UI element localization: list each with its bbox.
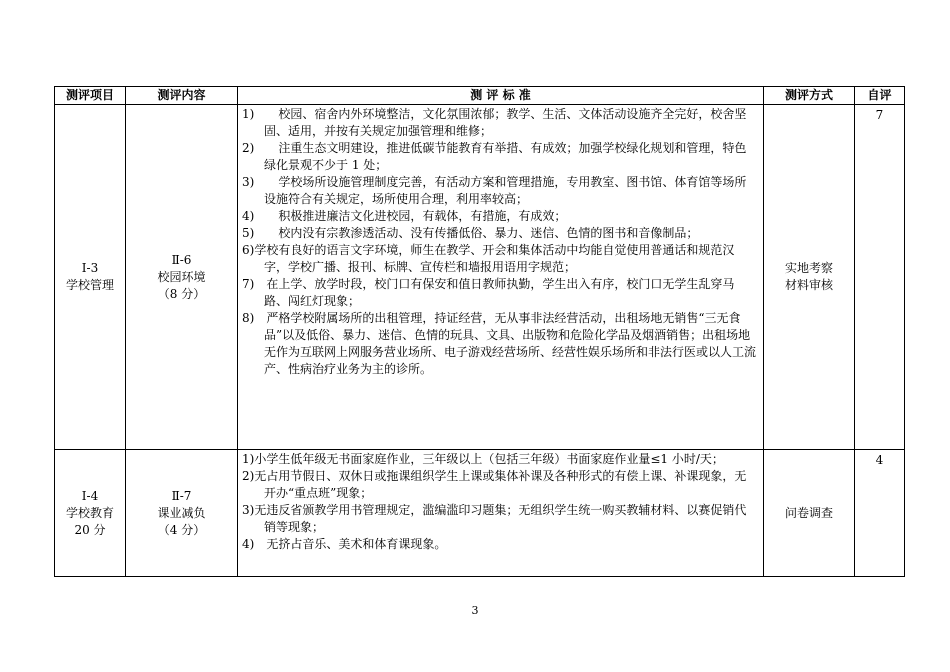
header-row xyxy=(55,87,905,105)
header-project: 测评项目 xyxy=(55,87,126,105)
standard-item: 1) 校园、宿舍内外环境整洁，文化氛围浓郁；教学、生活、文体活动设施齐全完好，校舍坚固、适用，并按有关规定加强管理和维修； xyxy=(242,107,747,138)
standard-item: 6)学校有良好的语言文字环境，师生在教学、开会和集体活动中均能自觉使用普通话和规范汉字，学校广播、报刊、标牌、宣传栏和墙报用语用字规范； xyxy=(242,243,735,274)
content-code: Ⅱ-7 xyxy=(171,488,192,503)
content-name: 校园环境 xyxy=(157,269,206,284)
standard-item: 8) 严格学校附属场所的出租管理，持证经营，无从事非法经营活动，出租场地无销售“三无食品”以及低俗、暴力、迷信、色情的玩具、文具、出版物和危险化学品及烟酒销售；出租场地无作为互联网上网服务营业场所、电子游戏经营场所、经营性娱乐场所和非法行医或以人工流产、性病治疗业务为主的诊所。 xyxy=(242,311,757,376)
header-self-eval: 自评 xyxy=(855,87,905,105)
content-cell xyxy=(126,105,238,450)
standard-item: 7) 在上学、放学时段，校门口有保安和值日教师执勤，学生出入有序，校门口无学生乱穿马路、闯红灯现象； xyxy=(242,277,735,308)
self-eval-score: 4 xyxy=(855,450,905,577)
standard-cell xyxy=(238,105,764,450)
method-cell xyxy=(764,450,855,577)
project-cell xyxy=(55,105,126,450)
content-score: （4 分） xyxy=(157,522,206,537)
method-line: 材料审核 xyxy=(784,278,833,292)
evaluation-table xyxy=(54,86,905,577)
header-standard: 测 评 标 准 xyxy=(238,87,764,105)
self-eval-score: 7 xyxy=(855,105,905,450)
project-code: Ⅰ-4 xyxy=(81,488,99,503)
project-code: Ⅰ-3 xyxy=(81,261,99,275)
content-name: 课业减负 xyxy=(157,505,206,520)
method-line: 实地考察 xyxy=(784,261,833,275)
content-cell xyxy=(126,450,238,577)
standard-item: 4) 积极推进廉洁文化进校园，有载体，有措施，有成效； xyxy=(242,209,567,223)
method-cell xyxy=(764,105,855,450)
standard-item: 1)小学生低年级无书面家庭作业，三年级以上（包括三年级）书面家庭作业量≤1 小时/天； xyxy=(242,452,724,466)
header-content: 测评内容 xyxy=(126,87,238,105)
project-cell xyxy=(55,450,126,577)
standard-item: 2)无占用节假日、双休日或拖课组织学生上课或集体补课及各种形式的有偿上课、补课现象，无开办“重点班”现象； xyxy=(242,469,747,500)
header-method: 测评方式 xyxy=(764,87,855,105)
project-name: 学校管理 xyxy=(65,278,114,292)
standard-item: 2) 注重生态文明建设，推进低碳节能教育有举措、有成效；加强学校绿化规划和管理，特色绿化景观不少于 1 处； xyxy=(242,141,747,172)
standard-item: 5) 校内没有宗教渗透活动、没有传播低俗、暴力、迷信、色情的图书和音像制品； xyxy=(242,226,699,240)
method-line: 问卷调查 xyxy=(784,505,833,520)
table-row xyxy=(55,105,905,450)
project-name: 学校教育 xyxy=(65,505,114,520)
standard-item: 3) 学校场所设施管理制度完善，有活动方案和管理措施，专用教室、图书馆、体育馆等场所设施符合有关规定，场所使用合理，利用率较高； xyxy=(242,175,747,206)
standard-item: 4) 无挤占音乐、美术和体育课现象。 xyxy=(242,537,447,551)
content-score: （8 分） xyxy=(157,286,206,301)
page-number: 3 xyxy=(471,604,479,617)
project-score: 20 分 xyxy=(74,522,106,537)
standard-cell xyxy=(238,450,764,577)
content-code: Ⅱ-6 xyxy=(171,252,192,267)
standard-item: 3)无违反省颁教学用书管理规定，滥编滥印习题集；无组织学生统一购买教辅材料、以赛促销代销等现象； xyxy=(242,503,747,534)
table-row xyxy=(55,450,905,577)
